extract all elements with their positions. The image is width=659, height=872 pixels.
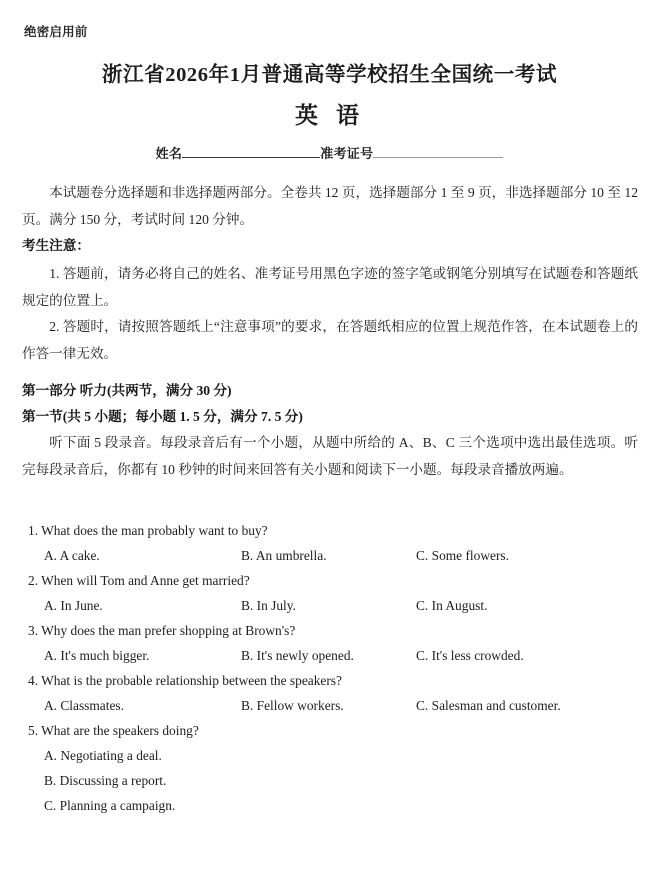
name-input-rule[interactable] <box>182 157 320 158</box>
option-a[interactable]: A. In June. <box>44 598 103 613</box>
question-stem: 3. Why does the man prefer shopping at Brown's? <box>28 623 296 638</box>
exam-title: 浙江省2026年1月普通高等学校招生全国统一考试 <box>101 64 558 86</box>
question-item-5 <box>22 718 638 818</box>
name-field-label: 姓名 <box>155 146 183 161</box>
part-one-heading: 第一部分 听力(共两节，满分 30 分) <box>22 383 232 398</box>
secrecy-label: 绝密启用前 <box>24 25 88 39</box>
question-options <box>22 593 638 618</box>
option-c[interactable]: C. Salesman and customer. <box>416 698 561 713</box>
question-item-1 <box>22 518 638 568</box>
question-stem: 2. When will Tom and Anne get married? <box>28 573 250 588</box>
question-item-4 <box>22 668 638 718</box>
notice-heading: 考生注意： <box>22 238 90 253</box>
option-b[interactable]: B. It's newly opened. <box>241 648 354 663</box>
notice-item-1: 1. 答题前，请务必将自己的姓名、准考证号用黑色字迹的签字笔或钢笔分别填写在试题卷和答题纸规定的位置上。 <box>22 266 638 308</box>
admission-ticket-field-label: 准考证号 <box>320 146 374 161</box>
option-a[interactable]: A. A cake. <box>44 548 100 563</box>
question-options <box>22 693 638 718</box>
option-b[interactable]: B. In July. <box>241 598 296 613</box>
option-b[interactable]: B. Discussing a report. <box>44 773 167 788</box>
option-c[interactable]: C. Some flowers. <box>416 548 509 563</box>
option-a[interactable]: A. It's much bigger. <box>44 648 150 663</box>
listening-questions-list <box>22 518 638 818</box>
option-c[interactable]: C. In August. <box>416 598 488 613</box>
option-c[interactable]: C. Planning a campaign. <box>44 798 176 813</box>
option-c[interactable]: C. It's less crowded. <box>416 648 524 663</box>
question-options <box>22 643 638 668</box>
option-a[interactable]: A. Classmates. <box>44 698 124 713</box>
option-b[interactable]: B. Fellow workers. <box>241 698 344 713</box>
option-b[interactable]: B. An umbrella. <box>241 548 327 563</box>
notice-item-2: 2. 答题时，请按照答题纸上“注意事项”的要求，在答题纸相应的位置上规范作答，在本试题卷上的作答一律无效。 <box>22 319 638 361</box>
question-stem: 4. What is the probable relationship between the speakers? <box>28 673 342 688</box>
option-a[interactable]: A. Negotiating a deal. <box>44 748 162 763</box>
question-stem: 1. What does the man probably want to buy? <box>28 523 268 538</box>
question-stem: 5. What are the speakers doing? <box>28 723 199 738</box>
intro-paragraph: 本试题卷分选择题和非选择题两部分。全卷共 12 页，选择题部分 1 至 9 页，非选择题部分 10 至 12 页。满分 150 分，考试时间 120 分钟。 <box>22 185 638 227</box>
question-item-2 <box>22 568 638 618</box>
admission-ticket-input-rule[interactable] <box>373 157 503 158</box>
question-options <box>22 743 638 818</box>
section-one-heading: 第一节(共 5 小题；每小题 1. 5 分，满分 7. 5 分) <box>22 409 303 424</box>
question-item-3 <box>22 618 638 668</box>
subject-title: 英 语 <box>294 103 364 129</box>
candidate-info-line <box>0 143 659 162</box>
listening-directions: 听下面 5 段录音。每段录音后有一个小题，从题中所给的 A、B、C 三个选项中选出最佳选项。听完每段录音后，你都有 10 秒钟的时间来回答有关小题和阅读下一小题。每段录音播放两遍。 <box>22 435 638 477</box>
question-options <box>22 543 638 568</box>
